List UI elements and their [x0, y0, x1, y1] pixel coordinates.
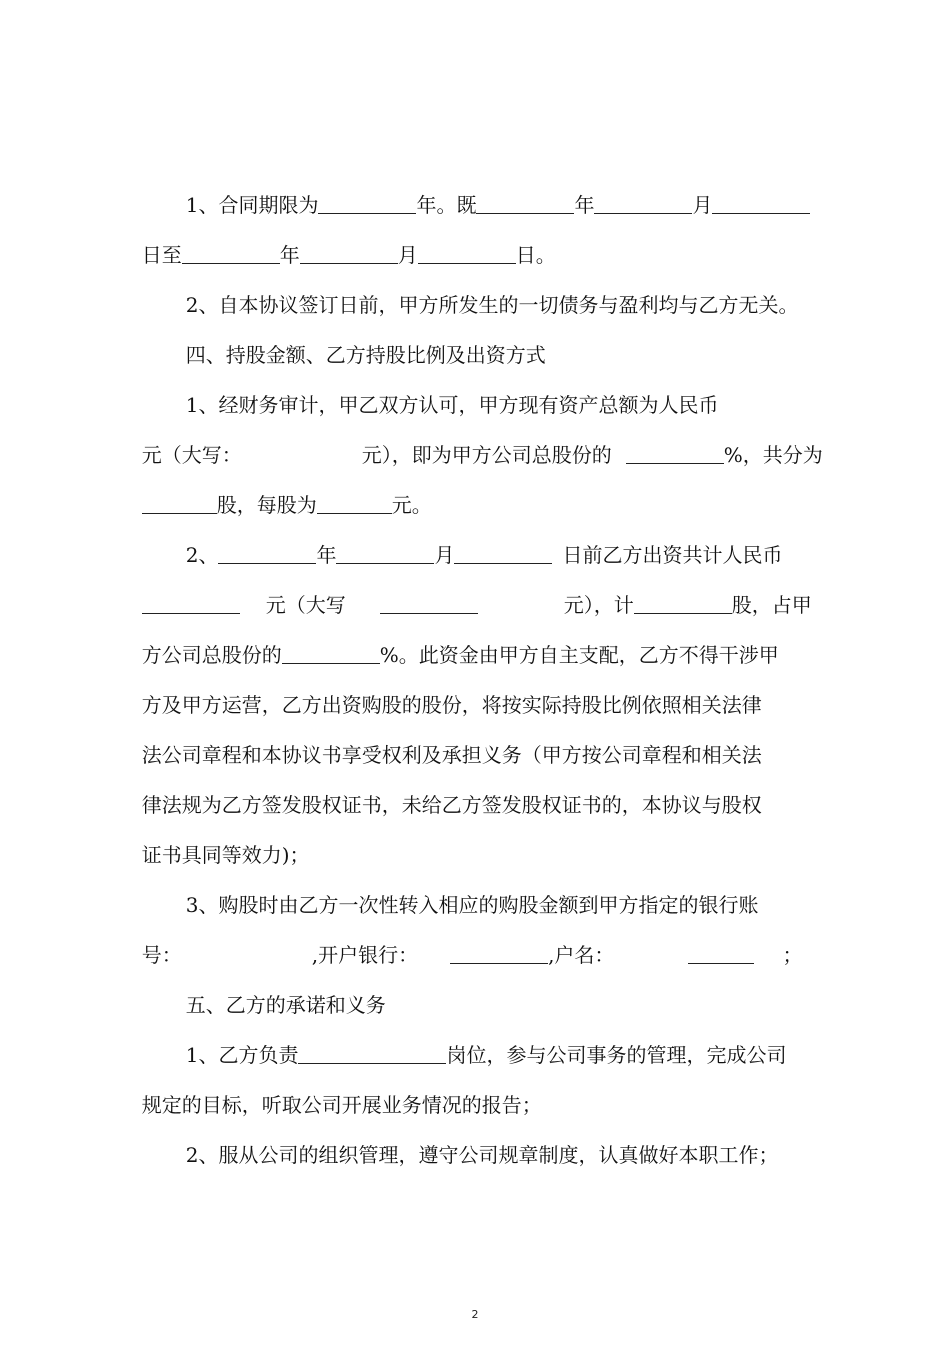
text-segment: 元（大写： — [141, 443, 242, 467]
clause-1-term-line — [173, 160, 810, 217]
body-text-line — [129, 1060, 542, 1117]
text-segment: %。此资金由甲方自主支配，乙方不得干涉甲 — [379, 643, 779, 667]
text-segment: 年。既 — [416, 193, 477, 217]
fill-blank — [688, 943, 754, 964]
text-segment: 月 — [397, 243, 418, 267]
text-segment: 年 — [279, 243, 300, 267]
text-segment: 月 — [434, 543, 455, 567]
section-4-heading — [173, 310, 546, 367]
page-number: 2 — [471, 1308, 479, 1321]
term-end-date-line — [129, 210, 556, 267]
clause-5-2-line — [173, 1110, 779, 1167]
clause-2-debt-line — [173, 260, 799, 317]
text-segment: 日。 — [515, 243, 556, 267]
text-segment: 1、合同期限为 — [185, 193, 319, 217]
fill-blank — [712, 193, 810, 214]
text-segment: 元。 — [391, 493, 432, 517]
text-segment: 2、 — [185, 543, 219, 567]
section-5-heading — [173, 960, 386, 1017]
text-segment: 月 — [692, 193, 713, 217]
body-text-line — [129, 760, 762, 817]
text-segment: 法公司章程和本协议书享受权利及承担义务（甲方按公司章程和相关法 — [141, 743, 762, 767]
section-heading: 四、持股金额、乙方持股比例及出资方式 — [185, 343, 546, 367]
text-segment: 日前乙方出资共计人民币 — [562, 543, 783, 567]
body-text-line — [129, 810, 310, 867]
text-segment: 2、自本协议签订日前，甲方所发生的一切债务与盈利均与乙方无关。 — [185, 293, 799, 317]
text-segment: 证书具同等效力)； — [141, 843, 310, 867]
text-segment: ,户名： — [548, 943, 615, 967]
text-segment: 年 — [316, 543, 337, 567]
clause-4-2-line — [173, 510, 783, 567]
text-segment: %，共分为 — [723, 443, 823, 467]
clause-5-1-line — [173, 1010, 787, 1067]
fill-blank — [626, 443, 724, 464]
text-segment: 3、购股时由乙方一次性转入相应的购股金额到甲方指定的银行账 — [185, 893, 759, 917]
body-text-line — [129, 660, 762, 717]
clause-4-3-line — [173, 860, 759, 917]
text-segment: 元），计 — [563, 593, 634, 617]
text-segment: 方及甲方运营，乙方出资购股的股份，将按实际持股比例依照相关法律 — [141, 693, 762, 717]
text-segment: 方公司总股份的 — [141, 643, 282, 667]
text-segment: 岗位，参与公司事务的管理，完成公司 — [446, 1043, 787, 1067]
text-segment: 2、服从公司的组织管理，遵守公司规章制度，认真做好本职工作； — [185, 1143, 779, 1167]
text-segment: 规定的目标，听取公司开展业务情况的报告； — [141, 1093, 542, 1117]
text-segment: 律法规为乙方签发股权证书，未给乙方签发股权证书的，本协议与股权 — [141, 793, 762, 817]
text-segment: 1、经财务审计，甲乙双方认可，甲方现有资产总额为人民币 — [185, 393, 719, 417]
text-segment: 元），即为甲方公司总股份的 — [361, 443, 612, 467]
clause-4-1-line — [173, 360, 719, 417]
text-segment: 年 — [574, 193, 595, 217]
text-segment: 股，每股为 — [216, 493, 317, 517]
investment-amount-line — [129, 560, 812, 617]
capital-amount-line — [129, 410, 823, 467]
fill-blank — [594, 193, 692, 214]
text-segment: 日至 — [141, 243, 182, 267]
text-segment: ； — [782, 943, 803, 967]
text-segment: 号： — [141, 943, 182, 967]
text-segment: 股，占甲 — [731, 593, 812, 617]
section-heading: 五、乙方的承诺和义务 — [185, 993, 386, 1017]
fill-blank — [450, 943, 548, 964]
text-segment: 1、乙方负责 — [185, 1043, 299, 1067]
share-percentage-line — [129, 610, 779, 667]
shares-per-unit-line — [129, 460, 432, 517]
text-segment: 元（大写 — [265, 593, 346, 617]
body-text-line — [129, 710, 762, 767]
bank-account-line — [129, 910, 803, 967]
text-segment: ,开户银行： — [311, 943, 419, 967]
